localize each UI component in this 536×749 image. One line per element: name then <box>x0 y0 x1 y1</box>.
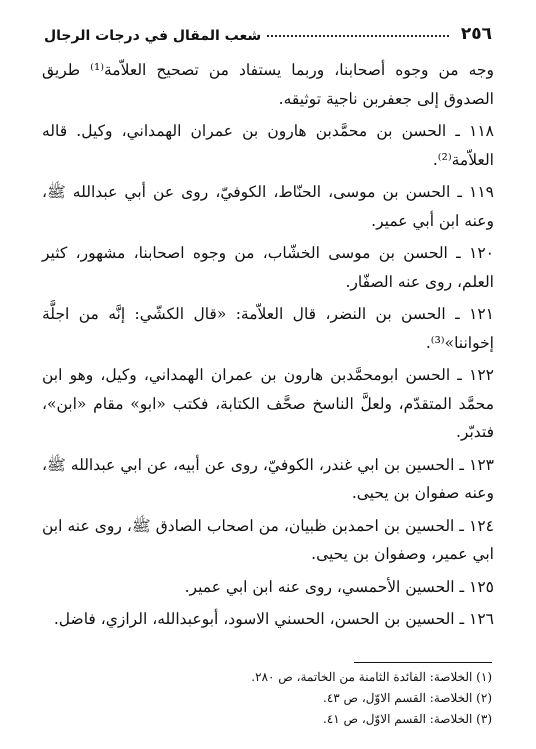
main-text <box>42 56 494 638</box>
header-dotted-leader <box>267 35 449 37</box>
entry-125: ١٢٥ ـ الحسين الأحمسي، روى عنه ابن ابي عمير. <box>184 577 494 596</box>
entry-124: ١٢٤ ـ الحسين بن احمدبن ظبيان، من اصحاب الصادق ﷺ، روى عنه ابن ابي عمير، وصفوان بن يحيى. <box>42 516 494 563</box>
entry-126: ١٢٦ ـ الحسين بن الحسن، الحسني الاسود، أبوعبدالله، الرازي، فاضل. <box>53 610 494 628</box>
entry-122: ١٢٢ ـ الحسن ابومحمَّدبن هارون بن عمران الهمداني، وكيل، وهو ابن محمَّد المتقدّم، ولعلَّ الناسخ صحَّف الكتابة، فكتب «ابو» مقام «ابن»، فتدبّر. <box>42 366 494 441</box>
entry-119: ١١٩ ـ الحسن بن موسى، الحنّاط، الكوفيّ، روى عن أبي عبدالله ﷺ، وعنه ابن أبي عمير. <box>42 183 494 230</box>
entry-121: ١٢١ ـ الحسن بن النضر، قال العلاّمة: «قال الكشّي: إنَّه من اجلَّة إخواننا»⁽³⁾. <box>42 305 494 352</box>
page-number: ٢٥٦ <box>460 24 492 44</box>
footnote-separator <box>354 662 492 663</box>
footnote-1: (١) الخلاصة: الفائدة الثامنة من الخاتمة، ص ٢٨٠. <box>251 670 492 684</box>
footnotes <box>192 667 492 730</box>
book-title: شعب المقال في درجات الرجال <box>44 28 262 44</box>
entry-123: ١٢٣ ـ الحسين بن ابي غندر، الكوفيّ، روى عن أبيه، عن ابي عبدالله ﷺ، وعنه صفوان بن يحيى. <box>42 455 494 502</box>
entry-120: ١٢٠ ـ الحسن بن موسى الخشّاب، من وجوه اصحابنا، مشهور، كثير العلم، روى عنه الصفّار. <box>42 244 494 291</box>
footnote-3: (٣) الخلاصة: القسم الاوّل، ص ٤١. <box>323 712 492 726</box>
footnote-2: (٢) الخلاصة: القسم الاوّل، ص ٤٣. <box>323 691 492 705</box>
running-header <box>44 16 492 44</box>
entry-118: ١١٨ ـ الحسن بن محمَّدبن هارون بن عمران الهمداني، وكيل. قاله العلاّمة⁽²⁾. <box>42 122 494 169</box>
paragraph-continuation: وجه من وجوه أصحابنا، وربما يستفاد من تصحيح العلاّمة⁽¹⁾ طريق الصدوق إلى جعفربن ناجية توثيقه. <box>42 61 494 108</box>
